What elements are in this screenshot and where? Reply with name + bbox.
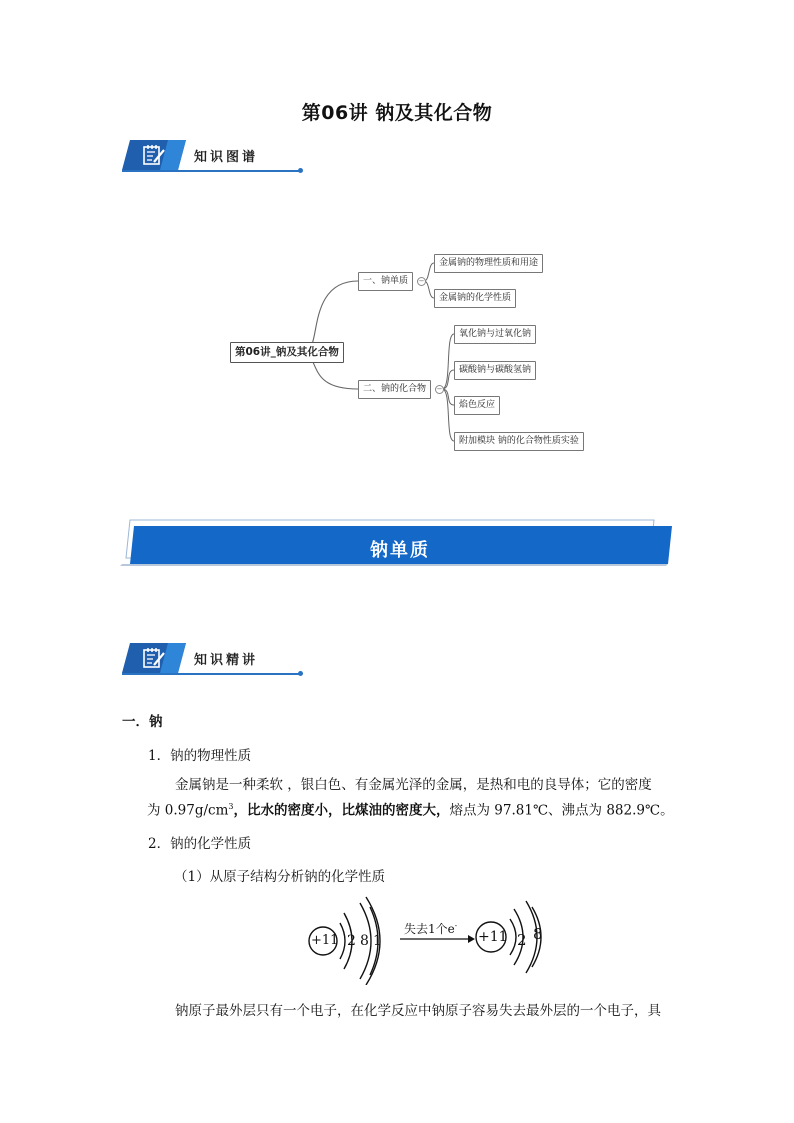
electron-count: 1 — [373, 933, 382, 949]
arrow-label — [404, 920, 457, 937]
section-label: 知识图谱 — [194, 150, 259, 165]
paragraph-text: 为 0.97g/cm — [147, 802, 229, 819]
paragraph-text: 熔点为 97.81℃、沸点为 882.9℃。 — [449, 802, 674, 819]
heading-sodium: 一．钠 — [122, 714, 163, 730]
collapse-icon[interactable]: − — [418, 277, 425, 285]
superscript: 3 — [228, 802, 234, 811]
electron-count: 2 — [347, 933, 356, 949]
arrow-label-text: 失去1个e — [404, 922, 455, 936]
paragraph-line: 钠原子最外层只有一个电子，在化学反应中钠原子容易失去最外层的一个电子，具 — [175, 1003, 661, 1019]
mindmap-branch-sodium: 一、钠单质 — [358, 272, 413, 291]
mindmap-root-node: 第06讲_钠及其化合物 — [230, 342, 344, 363]
electron-count: 8 — [360, 933, 369, 949]
mindmap-leaf-experiments: 附加模块 钠的化合物性质实验 — [454, 432, 584, 451]
mindmap — [0, 0, 794, 470]
section-header-lecture — [122, 643, 302, 677]
mindmap-leaf-flame-test: 焰色反应 — [454, 396, 500, 415]
subheading-physical-properties: 1．钠的物理性质 — [148, 748, 252, 764]
mindmap-branch-compounds: 二、钠的化合物 — [358, 380, 431, 399]
electron-count: 8 — [533, 925, 543, 943]
nucleus-charge-right: +11 — [478, 929, 508, 945]
mindmap-connectors — [0, 0, 794, 470]
banner-title: 钠单质 — [370, 540, 430, 561]
paragraph-chemical-properties — [148, 1000, 678, 1022]
paragraph-physical-properties — [148, 774, 678, 822]
nucleus-charge-left: +11 — [311, 933, 339, 948]
collapse-icon[interactable]: − — [436, 385, 443, 393]
atomic-structure-diagram — [300, 895, 560, 985]
mindmap-leaf-chemical-properties: 金属钠的化学性质 — [434, 289, 516, 308]
notepad-pencil-icon — [142, 647, 166, 669]
page-title: 第06讲 钠及其化合物 — [301, 102, 493, 124]
subheading-chemical-properties: 2．钠的化学性质 — [148, 836, 252, 852]
mindmap-leaf-physical-properties: 金属钠的物理性质和用途 — [434, 254, 543, 273]
section-underline — [122, 673, 300, 675]
paragraph-line: 金属钠是一种柔软 ，银白色、有金属光泽的金属，是热和电的良导体；它的密度 — [175, 777, 652, 793]
section-label: 知识精讲 — [194, 653, 259, 668]
paragraph-bold-text: ，比水的密度小，比煤油的密度大， — [233, 802, 450, 819]
electron-count: 2 — [517, 931, 527, 949]
mindmap-leaf-oxides: 氧化钠与过氧化钠 — [454, 325, 536, 344]
subheading-atomic-structure: （1）从原子结构分析钠的化学性质 — [174, 869, 386, 885]
section-underline-dot — [298, 671, 303, 676]
arrow-label-sup: - — [454, 922, 458, 930]
mindmap-leaf-carbonates: 碳酸钠与碳酸氢钠 — [454, 361, 536, 380]
